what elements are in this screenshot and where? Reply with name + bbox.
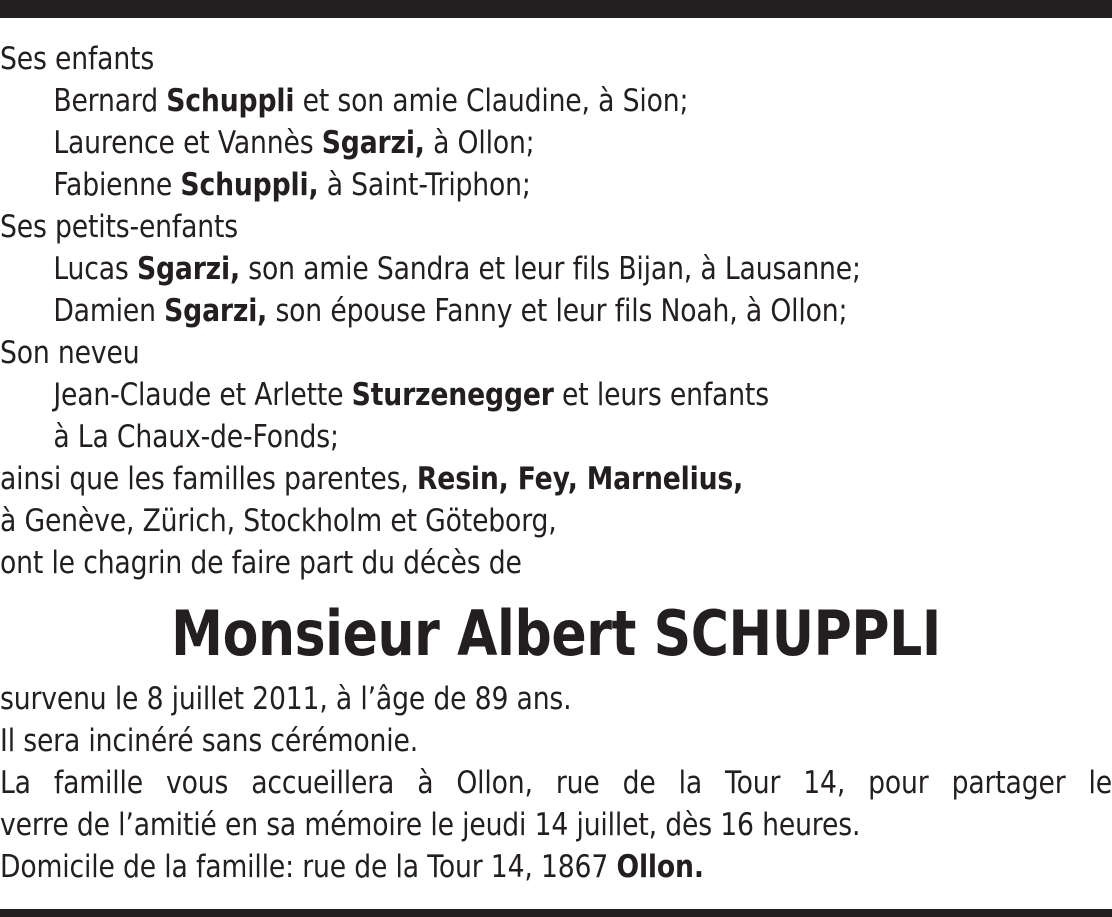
domicile-line: Domicile de la famille: rue de la Tour 14, 1867 Ollon.: [0, 849, 704, 885]
surname: Schuppli,: [180, 167, 319, 203]
reception-line-2: verre de l’amitié en sa mémoire le jeudi 14 juillet, dès 16 heures.: [0, 807, 861, 843]
surname: Schuppli: [166, 83, 295, 119]
date-line: survenu le 8 juillet 2011, à l’âge de 89 ans.: [0, 681, 572, 717]
surname: Sturzenegger: [351, 377, 554, 413]
grandchildren-heading: Ses petits-enfants: [0, 209, 239, 245]
nephew-heading: Son neveu: [0, 335, 140, 371]
child-entry: Fabienne Schuppli, à Saint-Triphon;: [53, 167, 531, 203]
grandchild-entry: Lucas Sgarzi, son amie Sandra et leur fils Bijan, à Lausanne;: [53, 251, 861, 287]
ceremony-line: Il sera incinéré sans cérémonie.: [0, 723, 419, 759]
children-heading: Ses enfants: [0, 41, 155, 77]
top-rule: [0, 0, 1112, 18]
child-entry: Bernard Schuppli et son amie Claudine, à Sion;: [53, 83, 689, 119]
surname: Sgarzi,: [136, 251, 240, 287]
family-names: Resin, Fey, Marnelius,: [416, 461, 744, 497]
nephew-place: à La Chaux-de-Fonds;: [53, 419, 339, 455]
families-places: à Genève, Zürich, Stockholm et Göteborg,: [0, 503, 557, 539]
grandchild-entry: Damien Sgarzi, son épouse Fanny et leur fils Noah, à Ollon;: [53, 293, 848, 329]
announcement-line: ont le chagrin de faire part du décès de: [0, 545, 522, 581]
deceased-name: Monsieur Albert SCHUPPLI: [171, 597, 941, 670]
bottom-rule: [0, 909, 1112, 917]
nephew-entry: Jean-Claude et Arlette Sturzenegger et leurs enfants: [53, 377, 769, 413]
surname: Sgarzi,: [164, 293, 268, 329]
surname: Sgarzi,: [321, 125, 425, 161]
families-line: ainsi que les familles parentes, Resin, Fey, Marnelius,: [0, 461, 744, 497]
child-entry: Laurence et Vannès Sgarzi, à Ollon;: [53, 125, 535, 161]
town: Ollon.: [616, 849, 704, 885]
obituary-notice: [0, 38, 1112, 888]
reception-line: La famille vous accueillera à Ollon, rue de la Tour 14, pour partager le: [0, 765, 1112, 801]
